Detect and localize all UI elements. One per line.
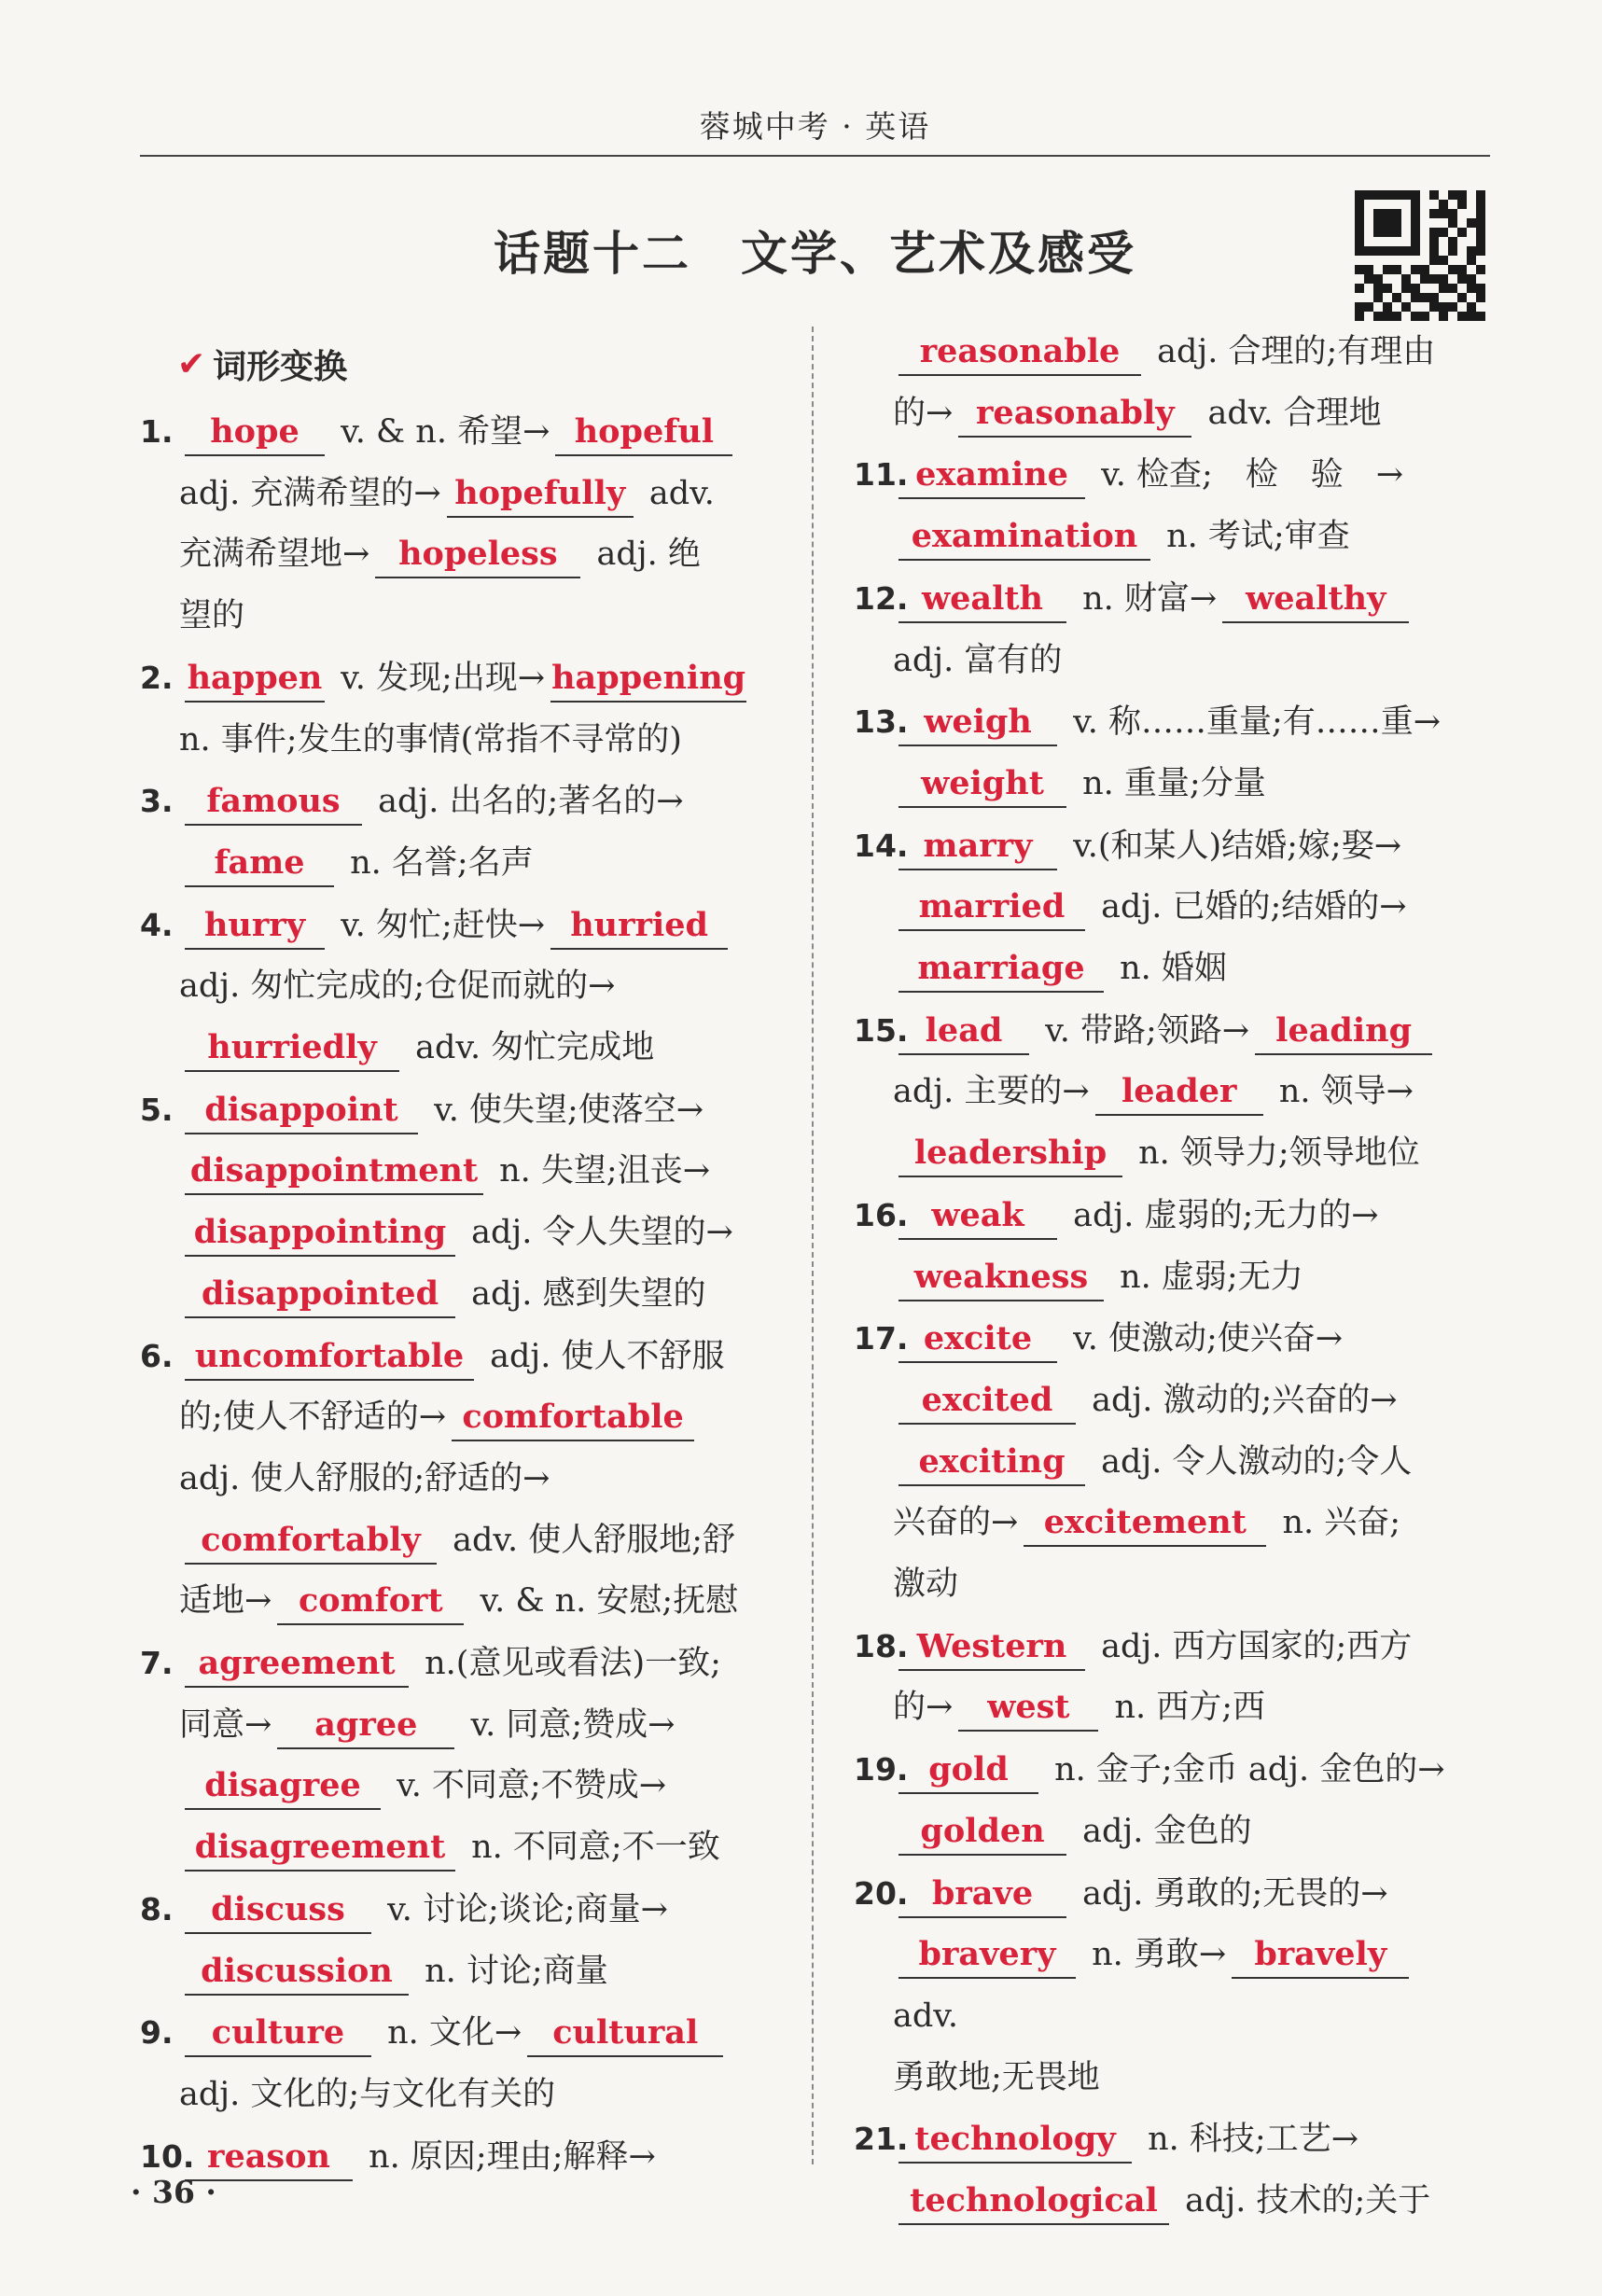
answer-blank[interactable]: comfort	[277, 1579, 464, 1625]
answer-blank[interactable]: reasonable	[899, 329, 1141, 376]
definition-text: n. 财富→	[1072, 579, 1218, 618]
running-header: 蓉城中考 · 英语	[699, 108, 931, 145]
definition-text: 适地→	[179, 1582, 272, 1621]
item-number: 20.	[854, 1874, 909, 1912]
exercise-line	[140, 1141, 784, 1203]
answer-blank[interactable]: examination	[899, 514, 1150, 561]
answer-blank[interactable]: cultural	[527, 2011, 723, 2057]
definition-text: adj. 匆忙完成的;仓促而就的→	[179, 967, 616, 1006]
definition-text: adj. 金色的	[1072, 1812, 1252, 1850]
exercise-line	[140, 1449, 784, 1510]
exercise-line	[854, 2108, 1490, 2171]
left-column	[140, 401, 784, 2188]
answer-blank[interactable]: hurried	[550, 903, 728, 950]
exercise-line	[140, 1510, 784, 1572]
exercise-line	[854, 1554, 1490, 1616]
exercise-line	[854, 939, 1490, 1000]
exercise-line	[854, 1802, 1490, 1863]
exercise-line	[140, 2002, 784, 2065]
definition-text: v. 匆忙;赶快→	[330, 906, 546, 944]
exercise-line	[854, 1739, 1490, 1802]
definition-text: adj. 已婚的;结婚的→	[1091, 888, 1407, 926]
item-number: 1.	[140, 413, 174, 450]
answer-blank[interactable]: exciting	[899, 1440, 1085, 1486]
answer-blank[interactable]: uncomfortable	[185, 1334, 474, 1381]
answer-blank[interactable]: hopeful	[555, 410, 732, 456]
answer-blank[interactable]: marry	[899, 824, 1057, 870]
definition-text: adj. 富有的	[893, 641, 1063, 679]
definition-text: adv. 使人舒服地;舒	[442, 1521, 736, 1559]
item-number: 9.	[140, 2014, 174, 2052]
exercise-line	[140, 1387, 784, 1449]
answer-blank[interactable]: Western	[899, 1624, 1085, 1671]
exercise-line	[140, 710, 784, 772]
answer-blank[interactable]: married	[899, 884, 1085, 931]
right-column	[854, 322, 1490, 2233]
answer-blank[interactable]: weight	[899, 761, 1066, 808]
answer-blank[interactable]: leader	[1095, 1069, 1263, 1116]
exercise-item	[140, 2002, 784, 2125]
exercise-line	[140, 1756, 784, 1817]
exercise-line	[854, 1371, 1490, 1432]
definition-text: adv.	[638, 474, 715, 512]
answer-blank[interactable]: reason	[185, 2135, 353, 2181]
definition-text: n. 讨论;商量	[414, 1952, 608, 1990]
definition-text: adj. 勇敢的;无畏的→	[1072, 1874, 1388, 1913]
answer-blank[interactable]: golden	[899, 1809, 1066, 1856]
definition-text: adj. 西方国家的;西方	[1091, 1627, 1413, 1665]
exercise-item	[140, 1326, 784, 1634]
page-title: 话题十二 文学、艺术及感受	[494, 227, 1136, 281]
definition-text: n. 婚姻	[1109, 950, 1227, 988]
answer-blank[interactable]: weak	[899, 1193, 1057, 1240]
exercise-line	[854, 444, 1490, 507]
definition-text: adj. 使人舒服的;舒适的→	[179, 1459, 550, 1497]
definition-text: adj. 出名的;著名的→	[368, 783, 684, 821]
item-number: 18.	[854, 1627, 909, 1664]
exercise-item	[854, 1616, 1490, 1739]
answer-blank[interactable]: comfortably	[185, 1518, 437, 1565]
item-number: 5.	[140, 1091, 174, 1128]
item-number: 6.	[140, 1337, 174, 1374]
exercise-line	[140, 647, 784, 710]
item-number: 2.	[140, 659, 174, 696]
answer-blank[interactable]: famous	[185, 779, 362, 826]
item-number: 19.	[854, 1751, 909, 1788]
exercise-line	[140, 895, 784, 957]
answer-blank[interactable]: weakness	[899, 1255, 1104, 1301]
definition-text: n. 不同意;不一致	[461, 1829, 720, 1867]
exercise-line	[854, 507, 1490, 568]
definition-text: 充满希望地→	[179, 536, 370, 574]
exercise-line	[140, 833, 784, 895]
exercise-item	[854, 691, 1490, 814]
exercise-line	[140, 1633, 784, 1695]
definition-text: n. 虚弱;无力	[1109, 1258, 1303, 1296]
definition-text: adj. 主要的→	[893, 1073, 1090, 1111]
definition-text: adj. 合理的;有理由	[1147, 333, 1436, 370]
exercise-line	[854, 1677, 1490, 1739]
definition-text: n.(意见或看法)一致;	[414, 1645, 721, 1683]
answer-blank[interactable]: brave	[899, 1872, 1066, 1918]
definition-text: adj. 绝	[586, 536, 701, 574]
definition-text: n. 西方;西	[1104, 1689, 1266, 1727]
definition-text: v. 使激动;使兴奋→	[1063, 1320, 1344, 1358]
exercise-item	[854, 1308, 1490, 1616]
qr-code-icon[interactable]	[1355, 190, 1485, 321]
exercise-item	[140, 647, 784, 771]
answer-blank[interactable]: marriage	[899, 946, 1104, 993]
section-title-label: 词形变换	[213, 348, 348, 386]
definition-text: n. 失望;沮丧→	[489, 1152, 711, 1190]
exercise-item	[854, 1739, 1490, 1862]
answer-blank[interactable]: discuss	[185, 1887, 371, 1934]
exercise-item	[854, 815, 1490, 1000]
exercise-line	[854, 1925, 1490, 2047]
exercise-line	[854, 383, 1490, 445]
exercise-item	[140, 2126, 784, 2189]
exercise-line	[854, 631, 1490, 692]
definition-text: adj. 文化的;与文化有关的	[179, 2075, 556, 2113]
answer-blank[interactable]: discussion	[185, 1949, 409, 1996]
exercise-line	[140, 1879, 784, 1941]
exercise-line	[140, 1695, 784, 1757]
exercise-item	[140, 1633, 784, 1879]
exercise-line	[140, 1571, 784, 1633]
exercise-item	[854, 1000, 1490, 1185]
definition-text: v. 不同意;不赞成→	[386, 1767, 667, 1805]
answer-blank[interactable]: culture	[185, 2011, 371, 2057]
item-number: 16.	[854, 1196, 909, 1233]
definition-text: adv.	[893, 1997, 959, 2035]
answer-blank[interactable]: bravery	[899, 1932, 1076, 1979]
definition-text: v. 使失望;使落空→	[424, 1091, 704, 1129]
answer-blank[interactable]: agree	[277, 1703, 454, 1749]
exercise-line	[854, 2048, 1490, 2109]
definition-text: n. 名誉;名声	[340, 843, 534, 882]
answer-blank[interactable]: lead	[899, 1009, 1029, 1055]
definition-text: adj. 激动的;兴奋的→	[1081, 1381, 1398, 1419]
answer-blank[interactable]: happening	[550, 656, 746, 703]
item-number: 14.	[854, 827, 909, 864]
answer-blank[interactable]: leading	[1255, 1009, 1432, 1055]
definition-text: 的;使人不舒适的→	[179, 1398, 447, 1437]
item-number: 21.	[854, 2121, 909, 2158]
exercise-line	[854, 322, 1490, 383]
definition-text: adj. 感到失望的	[461, 1274, 706, 1313]
definition-text: n. 领导→	[1268, 1073, 1414, 1111]
answer-blank[interactable]: technological	[899, 2178, 1169, 2225]
exercise-line	[854, 2171, 1490, 2233]
answer-blank[interactable]: comfortable	[452, 1395, 694, 1441]
exercise-line	[140, 956, 784, 1018]
definition-text: adj. 使人不舒服	[480, 1337, 725, 1375]
exercise-item	[140, 1879, 784, 2002]
exercise-line	[854, 1616, 1490, 1678]
definition-text: 的→	[893, 394, 954, 432]
definition-text: n. 兴奋;	[1272, 1504, 1401, 1542]
answer-blank[interactable]: hurry	[185, 903, 325, 950]
definition-text: adj. 令人激动的;令人	[1091, 1442, 1413, 1481]
exercise-line	[140, 771, 784, 833]
item-number: 3.	[140, 783, 174, 820]
exercise-line	[140, 1203, 784, 1264]
exercise-line	[140, 1079, 784, 1142]
definition-text: v. 发现;出现→	[330, 659, 546, 697]
exercise-item	[140, 771, 784, 894]
exercise-line	[140, 586, 784, 647]
exercise-line	[140, 401, 784, 464]
definition-text: n. 原因;理由;解释→	[358, 2137, 656, 2176]
definition-text: adv. 合理地	[1197, 394, 1382, 432]
answer-blank[interactable]: excited	[899, 1378, 1076, 1425]
item-number: 12.	[854, 579, 909, 617]
answer-blank[interactable]: hopeless	[375, 532, 580, 578]
exercise-item	[854, 1185, 1490, 1308]
definition-text: v. 同意;赞成→	[460, 1705, 676, 1744]
item-number: 13.	[854, 703, 909, 741]
item-number: 7.	[140, 1645, 174, 1682]
definition-text: n. 重量;分量	[1072, 764, 1266, 802]
column-divider	[812, 327, 814, 2164]
exercise-item	[140, 401, 784, 647]
definition-text: 勇敢地;无畏地	[893, 2058, 1100, 2096]
answer-blank[interactable]: disappointed	[185, 1272, 455, 1318]
exercise-line	[140, 524, 784, 586]
exercise-line	[854, 568, 1490, 631]
definition-text: 的→	[893, 1689, 954, 1727]
page-number: · 36 ·	[131, 2174, 216, 2210]
exercise-line	[854, 1247, 1490, 1309]
definition-text: v. 检查; 检 验 →	[1091, 456, 1404, 494]
exercise-line	[140, 1326, 784, 1388]
definition-text: n. 勇敢→	[1081, 1936, 1227, 1974]
item-number: 10.	[140, 2137, 195, 2175]
answer-blank[interactable]: bravely	[1232, 1932, 1409, 1979]
exercise-item	[854, 322, 1490, 444]
item-number: 8.	[140, 1890, 174, 1927]
definition-text: v. 带路;领路→	[1035, 1011, 1250, 1050]
answer-blank[interactable]: examine	[899, 452, 1085, 499]
definition-text: n. 科技;工艺→	[1137, 2121, 1359, 2159]
exercise-item	[854, 1863, 1490, 2109]
exercise-line	[854, 1493, 1490, 1554]
item-number: 17.	[854, 1320, 909, 1357]
exercise-item	[854, 568, 1490, 691]
answer-blank[interactable]: technology	[899, 2117, 1132, 2164]
definition-text: adj. 虚弱的;无力的→	[1063, 1196, 1379, 1234]
exercise-line	[854, 1000, 1490, 1063]
answer-blank[interactable]: weigh	[899, 700, 1057, 746]
answer-blank[interactable]: hope	[185, 410, 325, 456]
answer-blank[interactable]: excitement	[1024, 1500, 1266, 1547]
exercise-line	[140, 1817, 784, 1879]
item-number: 11.	[854, 456, 909, 494]
answer-blank[interactable]: disappointing	[185, 1210, 455, 1257]
definition-text: v.(和某人)结婚;嫁;娶→	[1063, 827, 1402, 865]
answer-blank[interactable]: disappoint	[185, 1088, 418, 1134]
definition-text: v. & n. 安慰;抚慰	[469, 1582, 739, 1621]
definition-text: n. 考试;审查	[1156, 518, 1350, 556]
exercise-line	[140, 1941, 784, 2003]
exercise-line	[854, 1123, 1490, 1185]
section-title	[177, 341, 347, 388]
item-number: 15.	[854, 1011, 909, 1049]
answer-blank[interactable]: disagree	[185, 1763, 381, 1810]
definition-text: v. 讨论;谈论;商量→	[377, 1890, 668, 1928]
exercise-line	[854, 815, 1490, 878]
definition-text: n. 事件;发生的事情(常指不寻常的)	[179, 720, 682, 758]
definition-text: v. & n. 希望→	[330, 413, 550, 451]
exercise-line	[140, 464, 784, 525]
answer-blank[interactable]: agreement	[185, 1641, 409, 1688]
exercise-line	[854, 754, 1490, 815]
checkmark-icon: ✔	[177, 345, 206, 383]
answer-blank[interactable]: fame	[185, 841, 334, 887]
header-rule	[140, 155, 1490, 157]
definition-text: adj. 充满希望的→	[179, 474, 441, 512]
exercise-line	[854, 1863, 1490, 1926]
definition-text: 同意→	[179, 1705, 272, 1744]
exercise-line	[140, 1018, 784, 1079]
definition-text: n. 文化→	[377, 2014, 522, 2052]
answer-blank[interactable]: happen	[185, 656, 325, 703]
definition-text: n. 金子;金币 adj. 金色的→	[1044, 1751, 1445, 1789]
exercise-line	[140, 2065, 784, 2126]
definition-text: 兴奋的→	[893, 1504, 1019, 1542]
answer-blank[interactable]: reasonably	[958, 391, 1191, 438]
exercise-line	[854, 691, 1490, 754]
answer-blank[interactable]: hurriedly	[185, 1025, 399, 1072]
answer-blank[interactable]: excite	[899, 1316, 1057, 1363]
definition-text: n. 领导力;领导地位	[1128, 1134, 1420, 1173]
exercise-line	[854, 1432, 1490, 1494]
exercise-line	[854, 1185, 1490, 1247]
exercise-line	[854, 877, 1490, 939]
definition-text: 激动	[893, 1565, 959, 1604]
item-number: 4.	[140, 906, 174, 943]
exercise-line	[140, 2126, 784, 2189]
exercise-line	[854, 1308, 1490, 1371]
definition-text: adv. 匆忙完成地	[405, 1029, 655, 1067]
exercise-item	[854, 2108, 1490, 2232]
definition-text: v. 称……重量;有……重→	[1063, 703, 1442, 742]
definition-text: adj. 技术的;关于	[1175, 2182, 1431, 2220]
exercise-item	[140, 895, 784, 1079]
answer-blank[interactable]: west	[958, 1685, 1098, 1732]
exercise-line	[140, 1264, 784, 1326]
exercise-item	[140, 1079, 784, 1326]
answer-blank[interactable]: wealth	[899, 577, 1066, 623]
answer-blank[interactable]: disagreement	[185, 1825, 455, 1872]
answer-blank[interactable]: disappointment	[185, 1148, 483, 1195]
answer-blank[interactable]: leadership	[899, 1131, 1122, 1177]
exercise-item	[854, 444, 1490, 567]
answer-blank[interactable]: gold	[899, 1747, 1038, 1794]
answer-blank[interactable]: wealthy	[1222, 577, 1409, 623]
definition-text: adj. 令人失望的→	[461, 1214, 733, 1252]
answer-blank[interactable]: hopefully	[447, 471, 634, 518]
definition-text: 望的	[179, 597, 245, 635]
exercise-line	[854, 1062, 1490, 1123]
